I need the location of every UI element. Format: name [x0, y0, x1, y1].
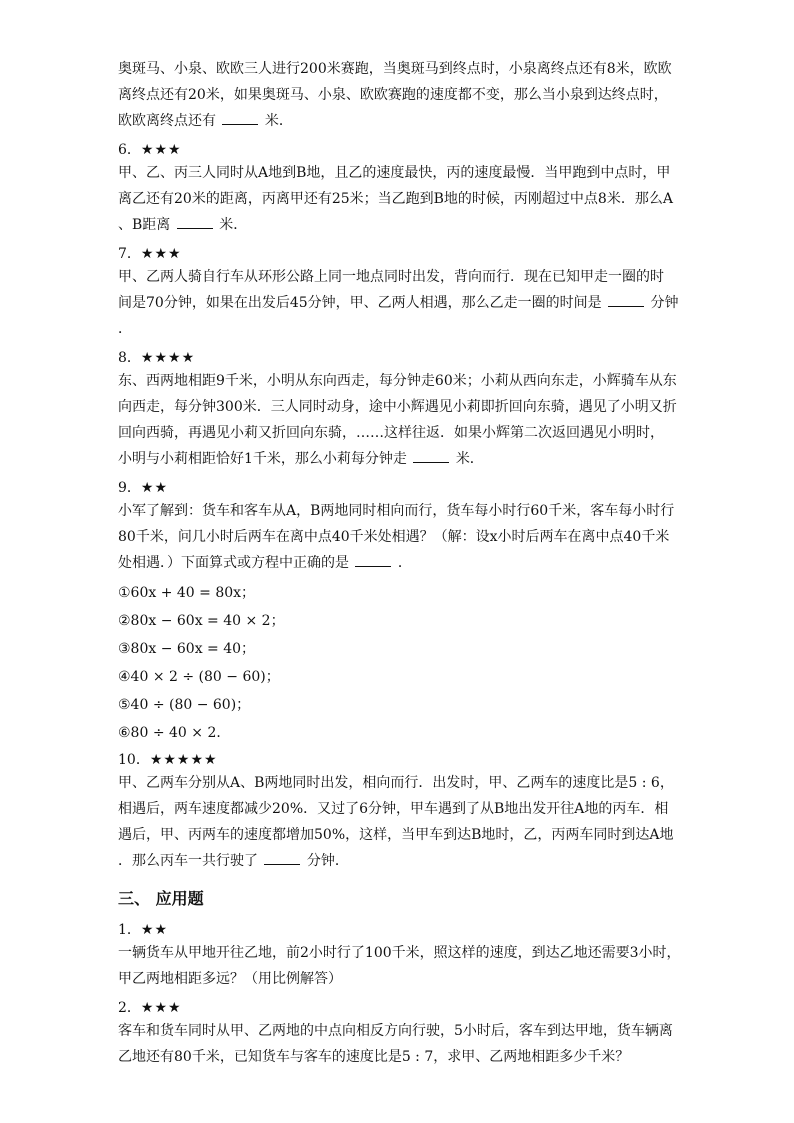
option-5: ⑤40 ÷ (80 − 60)；	[118, 697, 251, 713]
problem-text-line: 相遇后，两车速度都减少20%．又过了6分钟，甲车遇到了从B地出发开往A地的丙车．相	[118, 801, 669, 817]
problem-9	[118, 478, 678, 744]
answer-blank[interactable]	[608, 292, 644, 307]
answer-blank[interactable]	[177, 214, 213, 229]
question-number: 1．	[118, 922, 141, 938]
problem-text: 分钟．	[306, 853, 349, 869]
problem-text: 欧欧离终点还有	[118, 113, 216, 129]
problem-text-line: 一辆货车从甲地开往乙地，前2小时行了100千米，照这样的速度，到达乙地还需要3小时，	[118, 945, 681, 961]
difficulty-stars: ★★★	[140, 142, 182, 158]
problem-text: 米．	[455, 451, 484, 467]
problem-text: 、B距离	[118, 217, 171, 233]
problem-text: 小明与小莉相距恰好1千米，那么小莉每分钟走	[118, 451, 407, 467]
problem-text-line: 甲乙两地相距多远？（用比例解答）	[118, 971, 342, 987]
option-1: ①60x + 40 = 80x；	[118, 585, 256, 601]
application-problem-1	[118, 920, 681, 992]
option-2: ②80x − 60x = 40 × 2；	[118, 613, 285, 629]
problem-text: ．	[397, 555, 412, 571]
difficulty-stars: ★★★★★	[149, 752, 218, 768]
answer-blank[interactable]	[413, 448, 449, 463]
difficulty-stars: ★★★	[140, 1000, 182, 1016]
question-number: 9．	[118, 480, 141, 496]
problem-text-line: ．	[118, 321, 132, 337]
option-6: ⑥80 ÷ 40 × 2．	[118, 725, 231, 741]
difficulty-stars: ★★★	[140, 246, 182, 262]
problem-text: 分钟	[650, 295, 679, 311]
difficulty-stars: ★★	[140, 922, 169, 938]
problem-text-line: 80千米，问几小时后两车在离中点40千米处相遇？（解：设x小时后两车在离中点40千米	[118, 529, 670, 545]
problem-text-line: 乙地还有80千米，已知货车与客车的速度比是5 : 7，求甲、乙两地相距多少千米？	[118, 1049, 630, 1065]
question-number: 10．	[118, 752, 150, 768]
problem-text-line: 甲、乙两人骑自行车从环形公路上同一地点同时出发，背向而行．现在已知甲走一圈的时	[118, 269, 664, 285]
problem-10	[118, 750, 678, 874]
question-number: 6．	[118, 142, 141, 158]
answer-blank[interactable]	[264, 850, 300, 865]
question-number: 7．	[118, 246, 141, 262]
option-3: ③80x − 60x = 40；	[118, 641, 256, 657]
difficulty-stars: ★★★★	[140, 350, 196, 366]
problem-text-line: 甲、乙两车分别从A、B两地同时出发，相向而行．出发时，甲、乙两车的速度比是5 : 6，	[118, 775, 674, 791]
question-number: 8．	[118, 350, 141, 366]
problem-text: 间是70分钟，如果在出发后45分钟，甲、乙两人相遇，那么乙走一圈的时间是	[118, 295, 602, 311]
worksheet-page	[118, 56, 681, 1070]
problem-text-line: 遇后，甲、丙两车的速度都增加50%，这样，当甲车到达B地时，乙，丙两车同时到达A地	[118, 827, 674, 843]
problem-7	[118, 244, 678, 342]
problem-text-line: 客车和货车同时从甲、乙两地的中点向相反方向行驶，5小时后，客车到达甲地，货车辆离	[118, 1023, 673, 1039]
difficulty-stars: ★★	[140, 480, 169, 496]
problem-text-line: 离乙还有20米的距离，丙离甲还有25米；当乙跑到B地的时候，丙刚超过中点8米．那么A	[118, 191, 673, 207]
problem-text-line: 向西走，每分钟300米．三人同时动身，途中小辉遇见小莉即折回向东骑，遇见了小明又折	[118, 399, 677, 415]
problem-text: 处相遇．）下面算式或方程中正确的是	[118, 555, 349, 571]
application-problem-2	[118, 998, 678, 1070]
problem-8	[118, 348, 678, 472]
problem-text-line: 离终点还有20米，如果奥斑马、小泉、欧欧赛跑的速度都不变，那么当小泉到达终点时，	[118, 87, 668, 103]
problem-text-line: 甲、乙、丙三人同时从A地到B地，且乙的速度最快，丙的速度最慢．当甲跑到中点时，甲	[118, 165, 671, 181]
question-number: 2．	[118, 1000, 141, 1016]
problem-text: ．那么丙车一共行驶了	[118, 853, 258, 869]
answer-blank[interactable]	[222, 110, 258, 125]
option-4: ④40 × 2 ÷ (80 − 60)；	[118, 669, 280, 685]
problem-text-line: 回向西骑，再遇见小莉又折回向东骑，……这样往返．如果小辉第二次返回遇见小明时，	[118, 425, 664, 441]
problem-6	[118, 140, 678, 238]
problem-text-line: 东、西两地相距9千米，小明从东向西走，每分钟走60米；小莉从西向东走，小辉骑车从东	[118, 373, 677, 389]
problem-5	[118, 56, 678, 134]
answer-blank[interactable]	[355, 552, 391, 567]
problem-text: 米．	[264, 113, 293, 129]
problem-text: 米．	[219, 217, 248, 233]
section-title: 三、 应用题	[118, 889, 204, 908]
problem-text-line: 小军了解到：货车和客车从A，B两地同时相向而行，货车每小时行60千米，客车每小时行	[118, 503, 675, 519]
problem-text-line: 奥斑马、小泉、欧欧三人进行200米赛跑，当奥斑马到终点时，小泉离终点还有8米，欧欧	[118, 61, 672, 77]
